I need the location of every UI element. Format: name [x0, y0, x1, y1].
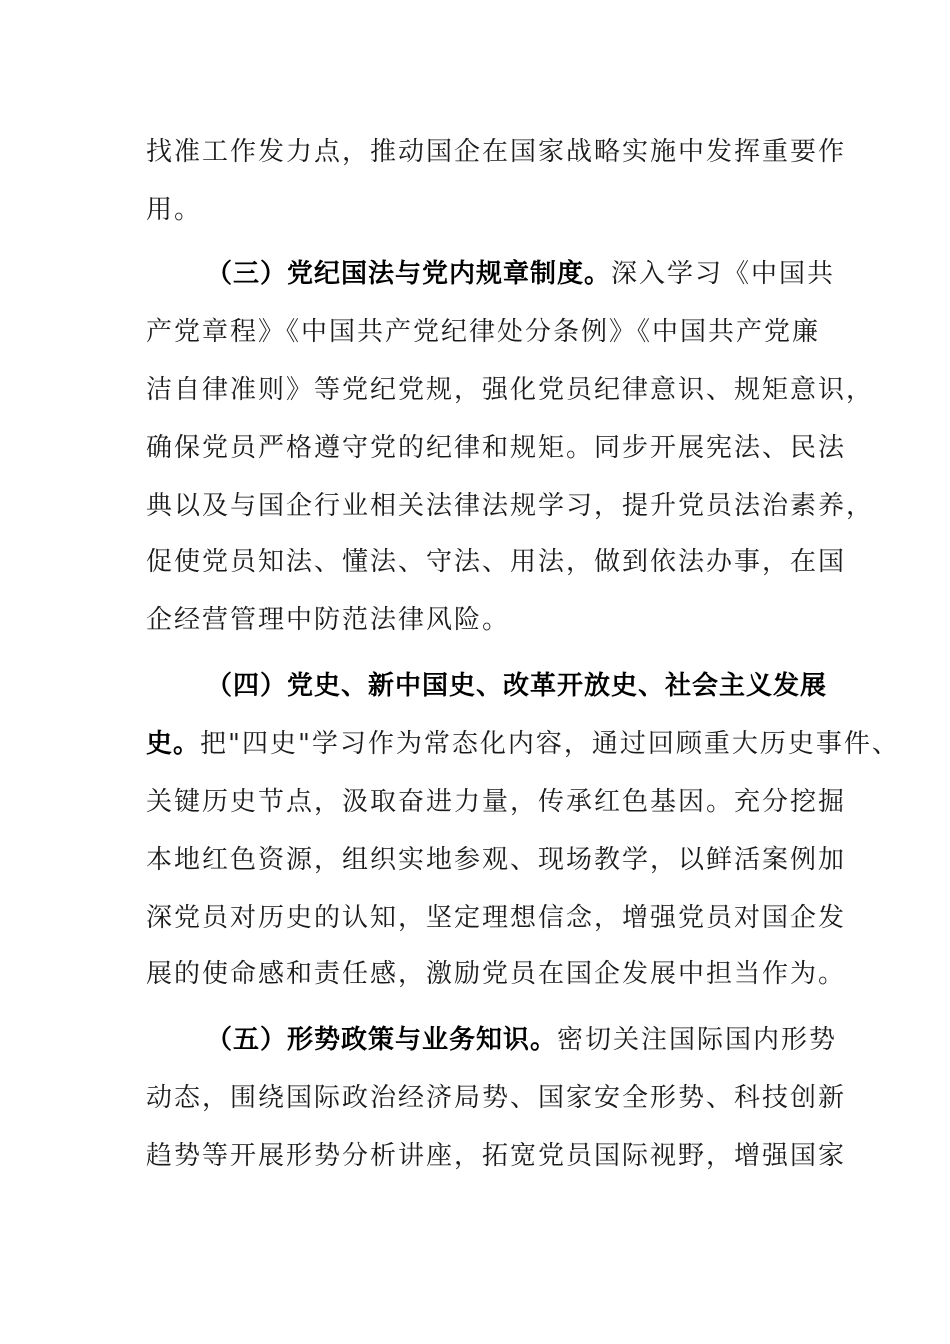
- paragraph-line: [146, 190, 202, 230]
- paragraph-line: [146, 486, 874, 526]
- section-3-heading: （三）党纪国法与党内规章制度。: [206, 259, 612, 289]
- section-5-heading: （五）形势政策与业务知识。: [206, 1025, 558, 1055]
- paragraph-line: [146, 1136, 846, 1176]
- line-text: 典以及与国企行业相关法律法规学习，提升党员法治素养，: [146, 491, 875, 521]
- line-text: 展的使命感和责任感，激励党员在国企发展中担当作为。: [146, 959, 847, 989]
- section-3-first-line: [206, 254, 835, 294]
- paragraph-line: [146, 954, 846, 994]
- line-text: 动态，围绕国际政治经济局势、国家安全形势、科技创新: [146, 1083, 847, 1113]
- section-4-heading-end: 史。: [146, 729, 201, 759]
- paragraph-line: [146, 600, 510, 640]
- line-text: 用。: [146, 195, 203, 225]
- line-text: 关键历史节点，汲取奋进力量，传承红色基因。充分挖掘: [146, 787, 847, 817]
- paragraph-line: [146, 840, 846, 880]
- line-text: 洁自律准则》等党纪党规，强化党员纪律意识、规矩意识，: [146, 375, 875, 405]
- line-text: 深入学习《中国共: [611, 259, 836, 289]
- paragraph-line: [146, 898, 846, 938]
- line-text: 本地红色资源，组织实地参观、现场教学，以鲜活案例加: [146, 845, 847, 875]
- line-text: 产党章程》《中国共产党纪律处分条例》《中国共产党廉: [146, 317, 821, 347]
- paragraph-line: [146, 132, 846, 172]
- line-text: 深党员对历史的认知，坚定理想信念，增强党员对国企发: [146, 903, 847, 933]
- paragraph-line: [146, 428, 846, 468]
- paragraph-line: [146, 312, 820, 352]
- line-text: 找准工作发力点，推动国企在国家战略实施中发挥重要作: [146, 137, 847, 167]
- paragraph-line: [146, 1078, 846, 1118]
- paragraph-line: [146, 782, 846, 822]
- section-4-heading: （四）党史、新中国史、改革开放史、社会主义发展: [206, 671, 828, 701]
- section-4-second-line: [146, 724, 900, 764]
- line-text: 企经营管理中防范法律风险。: [146, 605, 511, 635]
- line-text: 把"四史"学习作为常态化内容，通过回顾重大历史事件、: [200, 729, 900, 759]
- section-4-first-line: [206, 666, 827, 706]
- line-text: 确保党员严格遵守党的纪律和规矩。同步开展宪法、民法: [146, 433, 847, 463]
- paragraph-line: [146, 370, 874, 410]
- line-text: 促使党员知法、懂法、守法、用法，做到依法办事，在国: [146, 547, 847, 577]
- paragraph-line: [146, 542, 846, 582]
- line-text: 密切关注国际国内形势: [557, 1025, 838, 1055]
- line-text: 趋势等开展形势分析讲座，拓宽党员国际视野，增强国家: [146, 1141, 847, 1171]
- section-5-first-line: [206, 1020, 837, 1060]
